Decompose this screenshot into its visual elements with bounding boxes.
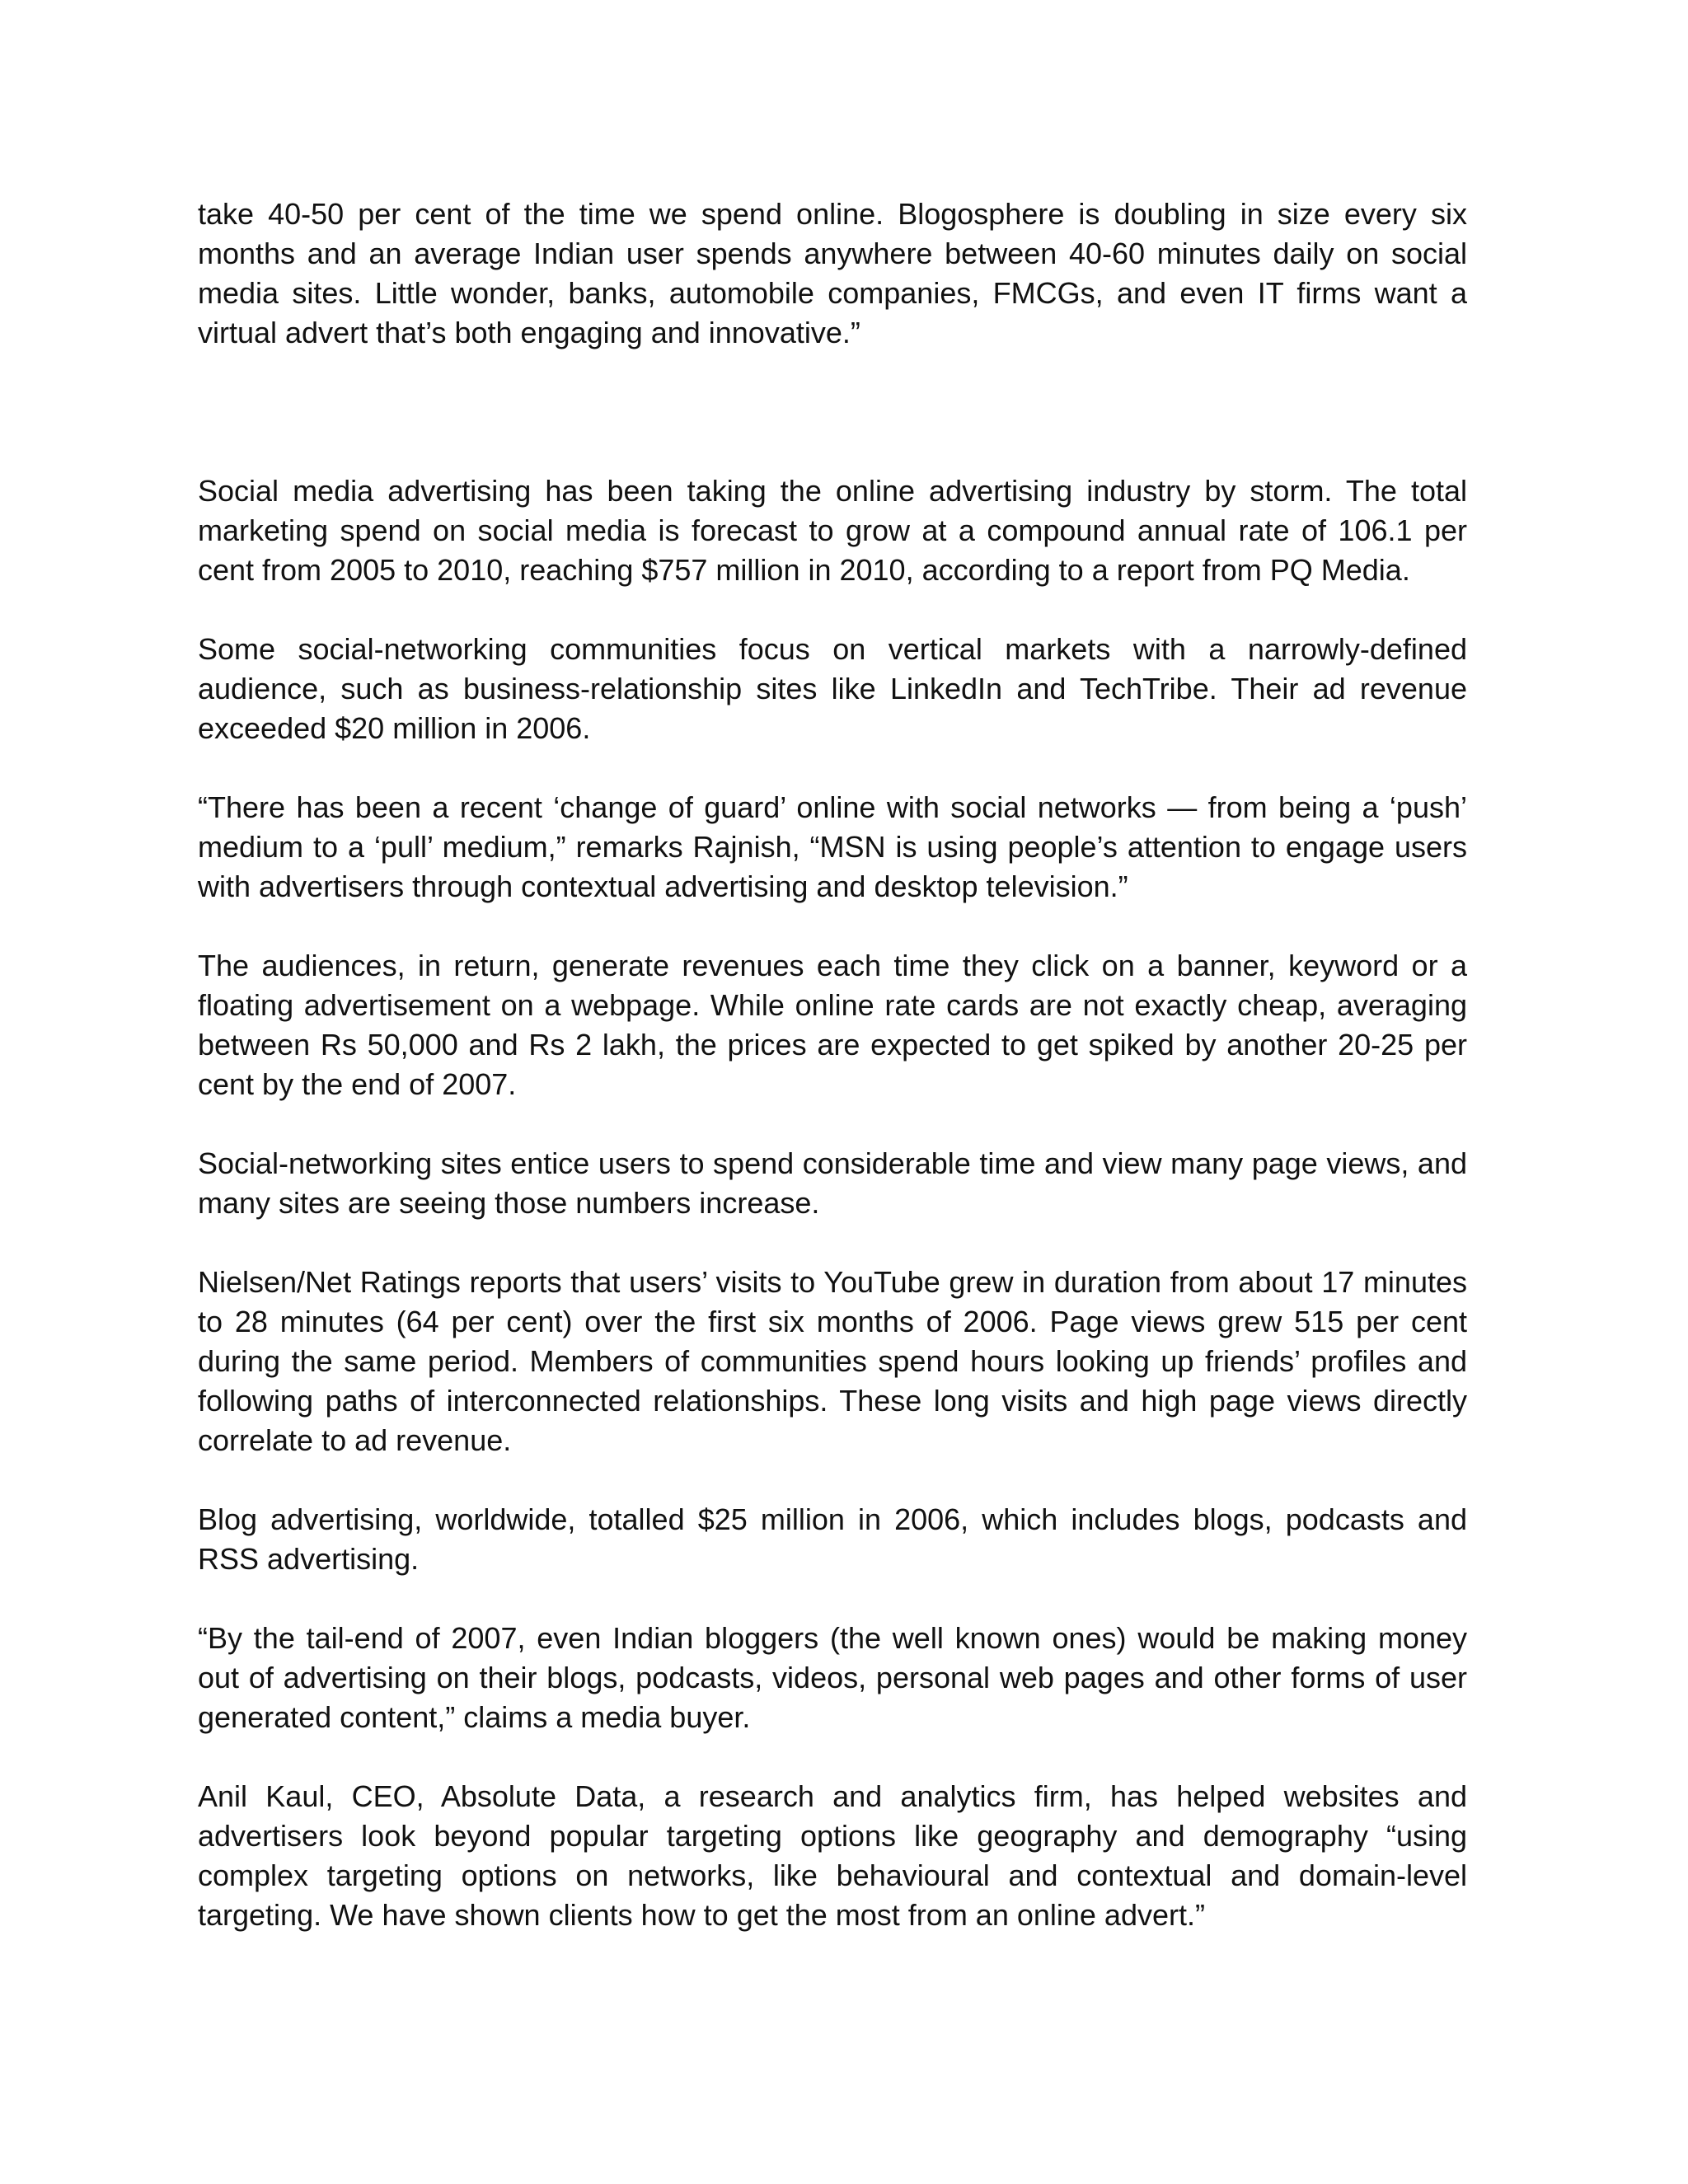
document-page xyxy=(198,194,1467,1975)
paragraph-6: Social-networking sites entice users to spend considerable time and view many page views, and many sites are seeing those numbers increase. xyxy=(198,1146,1467,1220)
paragraph-1: take 40-50 per cent of the time we spend online. Blogosphere is doubling in size every six months and an average Indian user spends anywhere between 40-60 minutes daily on social media sites. Little wonder, banks, automobile companies, FMCGs, and even IT firms want a virtual advert that’s both engaging and innovative.” xyxy=(198,197,1467,349)
paragraph-3: Some social-networking communities focus on vertical markets with a narrowly-defined audience, such as business-relationship sites like LinkedIn and TechTribe. Their ad revenue exceeded $20 million in 2006. xyxy=(198,632,1467,745)
paragraph-7: Nielsen/Net Ratings reports that users’ visits to YouTube grew in duration from about 17 minutes to 28 minutes (64 per cent) over the first six months of 2006. Page views grew 515 per cent during the same period. Members of communities spend hours looking up friends’ profiles and following paths of interconnected relationships. These long visits and high page views directly correlate to ad revenue. xyxy=(198,1265,1467,1457)
paragraph-8: Blog advertising, worldwide, totalled $25 million in 2006, which includes blogs, podcasts and RSS advertising. xyxy=(198,1502,1467,1576)
paragraph-2: Social media advertising has been taking the online advertising industry by storm. The total marketing spend on social media is forecast to grow at a compound annual rate of 106.1 per cent from 2005 to 2010, reaching $757 million in 2010, according to a report from PQ Media. xyxy=(198,474,1467,587)
paragraph-4: “There has been a recent ‘change of guard’ online with social networks — from being a ‘push’ medium to a ‘pull’ medium,” remarks Rajnish, “MSN is using people’s attention to engage users with advertisers through contextual advertising and desktop television.” xyxy=(198,790,1467,903)
paragraph-10: Anil Kaul, CEO, Absolute Data, a research and analytics firm, has helped websites and advertisers look beyond popular targeting options like geography and demography “using complex targeting options on networks, like behavioural and contextual and domain-level targeting. We have shown clients how to get the most from an online advert.” xyxy=(198,1779,1467,1932)
paragraph-9: “By the tail-end of 2007, even Indian bloggers (the well known ones) would be making money out of advertising on their blogs, podcasts, videos, personal web pages and other forms of user generated content,” claims a media buyer. xyxy=(198,1621,1467,1734)
paragraph-5: The audiences, in return, generate revenues each time they click on a banner, keyword or a floating advertisement on a webpage. While online rate cards are not exactly cheap, averaging between Rs 50,000 and Rs 2 lakh, the prices are expected to get spiked by another 20-25 per cent by the end of 2007. xyxy=(198,949,1467,1101)
